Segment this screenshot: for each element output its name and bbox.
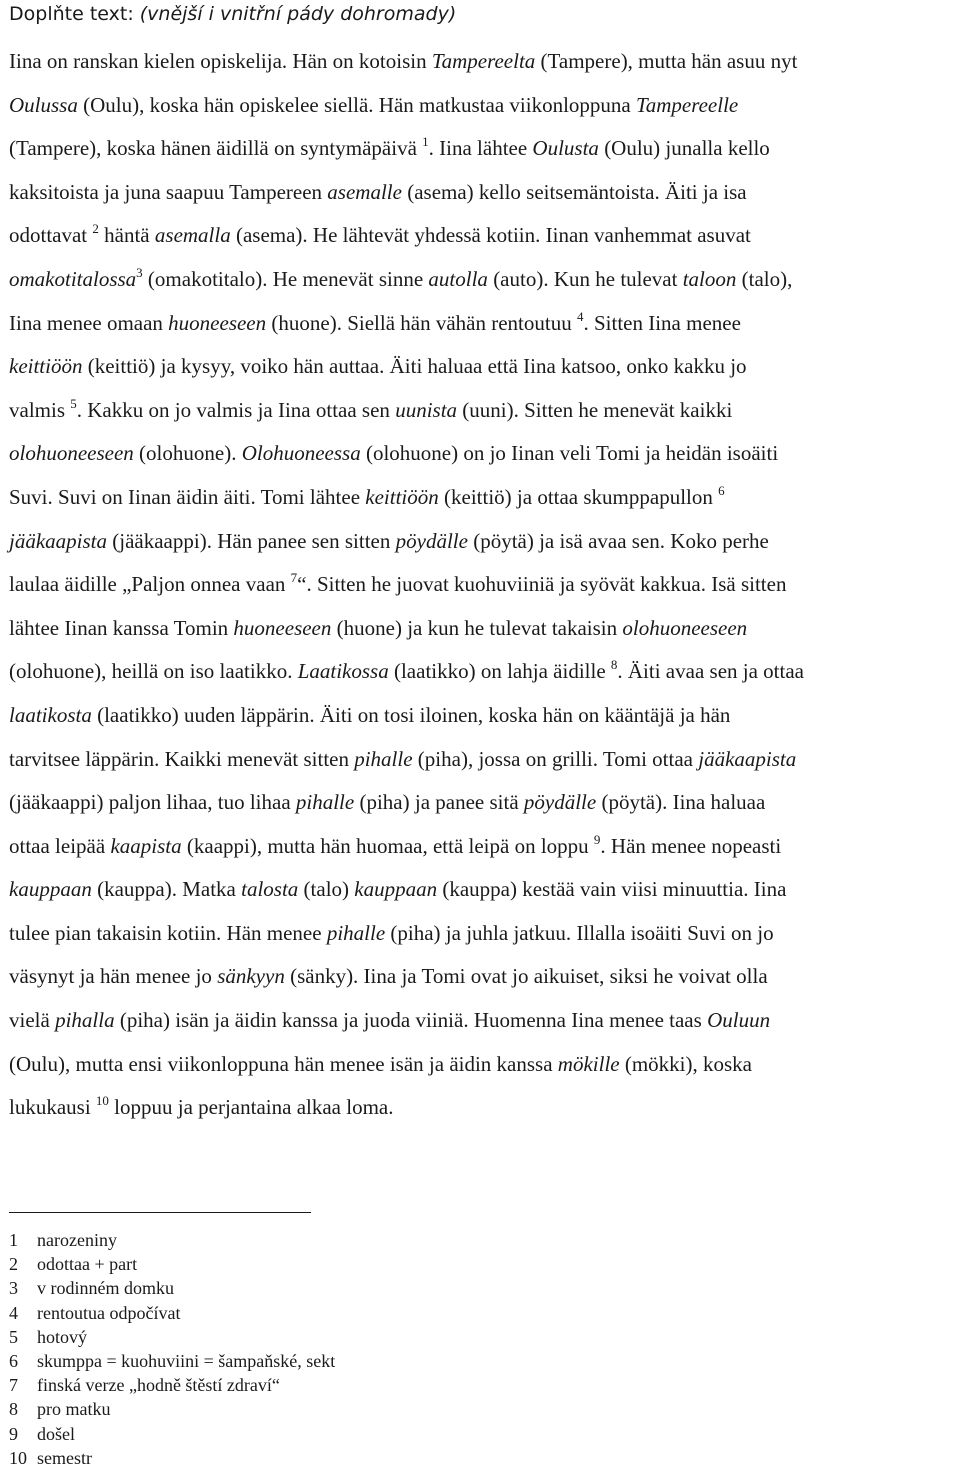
footnote-ref: 9 [593,831,601,847]
story-segment: (olohuone), heillä on iso laatikko. [9,659,298,684]
inflected-word: pihalla [55,1008,115,1033]
footnote-number: 3 [9,1278,18,1299]
story-segment: odottavat [9,223,93,248]
footnote-item [9,1252,335,1276]
footnote-ref: 3 [136,264,143,280]
footnote-ref: 1 [422,134,429,150]
story-line [9,825,945,869]
footnote-ref: 6 [718,482,725,498]
story-segment: ottaa leipää [9,833,111,858]
footnote-text: finská verze „hodně štěstí zdraví“ [37,1375,280,1396]
story-segment: Iina menee omaan [9,310,169,335]
footnote-text: odottaa + part [37,1254,138,1275]
story-line [9,389,945,433]
story-line [9,781,945,825]
story-segment: (keittiö) ja ottaa skumppapullon [438,484,719,509]
footnote-number: 9 [9,1423,18,1444]
story-segment: (olohuone) on jo Iinan veli Tomi ja heidän isoäiti [360,441,779,466]
story-segment: (keittiö) ja kysyy, voiko hän auttaa. Äiti haluaa että Iina katsoo, onko kakku jo [82,354,747,379]
story-segment: . Iina lähtee [428,136,533,161]
story-line [9,999,945,1043]
story-segment: Iina on ranskan kielen opiskelija. Hän on kotoisin [9,49,432,73]
footnote-item [9,1373,335,1397]
story-segment: loppuu ja perjantaina alkaa loma. [108,1095,394,1120]
footnote-item [9,1325,335,1349]
story-segment: (pöytä) ja isä avaa sen. Koko perhe [467,528,769,553]
inflected-word: asemalla [154,223,231,248]
inflected-word: pihalle [326,920,386,945]
inflected-word: talosta [241,877,299,902]
story-segment: (asema). He lähtevät yhdessä kotiin. Iinan vanhemmat asuvat [230,223,751,248]
footnote-item [9,1349,335,1373]
story-segment: . Sitten Iina menee [583,310,741,335]
story-segment: (asema) kello seitsemäntoista. Äiti ja isa [401,179,747,204]
inflected-word: olohuoneeseen [9,441,134,466]
inflected-word: kauppaan [354,877,438,902]
inflected-word: pihalle [354,746,413,771]
story-segment: kaksitoista ja juna saapuu Tampereen [9,179,328,204]
story-line [9,912,945,956]
story-line [9,84,945,128]
story-segment: lähtee Iinan kanssa Tomin [9,615,234,640]
story-segment: (kaappi), mutta hän huomaa, että leipä on loppu [181,833,594,858]
inflected-word: huoneeseen [168,310,267,335]
story-line [9,563,945,607]
footnote-number: 8 [9,1399,18,1420]
story-segment: (sänky). Iina ja Tomi ovat jo aikuiset, siksi he voivat olla [284,964,768,989]
exercise-instruction [9,2,456,26]
footnote-number: 5 [9,1326,18,1347]
footnote-separator [9,1212,311,1213]
footnote-ref: 2 [92,221,99,237]
footnote-text: pro matku [37,1399,111,1420]
story-segment: (Tampere), koska hänen äidillä on syntymäpäivä [9,136,423,161]
story-segment: (olohuone). [133,441,242,466]
inflected-word: pihalle [295,790,355,815]
story-line [9,40,945,84]
story-line [9,214,945,258]
footnote-text: hotový [37,1326,88,1347]
inflected-word: asemalle [327,179,402,204]
story-segment: (kauppa) kestää vain viisi minuuttia. Iina [437,877,787,902]
footnote-number: 2 [9,1254,18,1275]
story-segment: (kauppa). Matka [91,877,242,902]
story-line [9,868,945,912]
inflected-word: kauppaan [9,877,92,902]
inflected-word: keittiöön [9,354,83,379]
footnote-item [9,1301,335,1325]
footnote-text: skumppa = kuohuviini = šampaňské, sekt [37,1351,336,1372]
story-segment: (omakotitalo). He menevät sinne [142,266,429,291]
inflected-word: olohuoneeseen [622,615,748,640]
instruction-hint: (vnější i vnitřní pády dohromady) [139,3,457,25]
inflected-word: Oulusta [532,136,599,161]
story-segment: väsynyt ja hän menee jo [9,964,218,989]
story-segment: Suvi. Suvi on Iinan äidin äiti. Tomi lähtee [9,484,366,509]
story-segment: (pöytä). Iina haluaa [596,790,766,815]
story-line [9,476,945,520]
inflected-word: Olohuoneessa [241,441,361,466]
footnote-text: narozeniny [37,1230,117,1250]
instruction-prefix: Doplňte text: [9,3,140,25]
story-segment: (jääkaappi) paljon lihaa, tuo lihaa [9,790,296,815]
story-segment: (laatikko) on lahja äidille [388,659,611,684]
footnote-ref: 4 [576,308,584,324]
story-segment: vielä [9,1008,56,1033]
inflected-word: omakotitalossa [9,266,137,291]
story-line [9,127,945,171]
story-line [9,520,945,564]
story-text [9,40,945,1130]
story-line [9,738,945,782]
story-segment: . Hän menee nopeasti [600,833,782,858]
footnote-list [9,1228,335,1470]
story-line [9,1043,945,1087]
story-line [9,258,945,302]
footnote-ref: 10 [95,1093,109,1109]
inflected-word: Tampereelta [431,49,536,73]
story-segment: (Oulu), mutta ensi viikonloppuna hän menee isän ja äidin kanssa [9,1051,558,1076]
inflected-word: taloon [682,266,737,291]
story-line [9,302,945,346]
story-line [9,432,945,476]
story-segment: (Oulu), koska hän opiskelee siellä. Hän matkustaa viikonloppuna [77,92,636,117]
story-segment: (auto). Kun he tulevat [487,266,683,291]
footnote-number: 6 [9,1351,18,1372]
story-segment: . Kakku on jo valmis ja Iina ottaa sen [76,397,396,422]
story-segment: valmis [9,397,71,422]
inflected-word: pöydälle [523,790,597,815]
story-segment: (piha) isän ja äidin kanssa ja juoda viiniä. Huomenna Iina menee taas [114,1008,708,1033]
story-line [9,345,945,389]
story-segment: laulaa äidille „Paljon onnea vaan [9,572,291,597]
story-segment: (Oulu) junalla kello [598,136,770,161]
story-segment: (talo), [736,266,793,291]
footnote-ref: 8 [610,657,618,673]
inflected-word: sänkyyn [217,964,285,989]
inflected-word: Tampereelle [635,92,739,117]
footnote-item [9,1228,335,1252]
inflected-word: Ouluun [707,1008,771,1033]
footnote-item [9,1446,335,1470]
story-segment: (uuni). Sitten he menevät kaikki [457,397,733,422]
story-segment: häntä [98,223,155,248]
story-line [9,650,945,694]
inflected-word: jääkaapista [698,746,797,771]
footnote-item [9,1397,335,1421]
footnote-number: 1 [9,1230,18,1250]
inflected-word: autolla [428,266,488,291]
story-segment: (jääkaappi). Hän panee sen sitten [107,528,396,553]
story-segment: (talo) [298,877,355,902]
footnote-ref: 7 [290,570,298,586]
story-segment: (huone). Siellä hän vähän rentoutuu [266,310,577,335]
footnote-number: 10 [9,1447,27,1468]
inflected-word: kaapista [110,833,182,858]
footnote-item [9,1276,335,1300]
story-segment: . Äiti avaa sen ja ottaa [617,659,804,684]
inflected-word: mökille [557,1051,620,1076]
footnote-number: 4 [9,1302,18,1323]
inflected-word: uunista [395,397,458,422]
footnote-ref: 5 [70,395,77,411]
inflected-word: jääkaapista [9,528,107,553]
story-line [9,694,945,738]
inflected-word: keittiöön [365,484,439,509]
footnote-text: v rodinném domku [37,1278,174,1299]
story-line [9,171,945,215]
story-segment: (mökki), koska [619,1051,753,1076]
story-segment: (piha) ja panee sitä [354,790,524,815]
inflected-word: laatikosta [9,702,92,727]
story-segment: lukukausi [9,1095,96,1120]
footnote-item [9,1422,335,1446]
story-line [9,955,945,999]
story-segment: (piha), jossa on grilli. Tomi ottaa [412,746,699,771]
footnote-text: rentoutua odpočívat [37,1302,181,1323]
story-segment: (Tampere), mutta hän asuu nyt [535,49,798,73]
footnote-number: 7 [9,1375,18,1396]
story-segment: (laatikko) uuden läppärin. Äiti on tosi iloinen, koska hän on kääntäjä ja hän [91,702,731,727]
story-segment: tarvitsee läppärin. Kaikki menevät sitten [9,746,355,771]
inflected-word: pöydälle [395,528,468,553]
footnote-text: semestr [37,1447,92,1468]
footnote-text: došel [37,1423,75,1444]
story-line [9,1086,945,1130]
story-segment: “. Sitten he juovat kuohuviiniä ja syövät kakkua. Isä sitten [297,572,787,597]
inflected-word: huoneeseen [233,615,332,640]
inflected-word: Oulussa [9,92,78,117]
story-segment: (piha) ja juhla jatkuu. Illalla isoäiti Suvi on jo [385,920,774,945]
story-segment: tulee pian takaisin kotiin. Hän menee [9,920,327,945]
story-segment: (huone) ja kun he tulevat takaisin [331,615,623,640]
inflected-word: Laatikossa [297,659,389,684]
story-line [9,607,945,651]
